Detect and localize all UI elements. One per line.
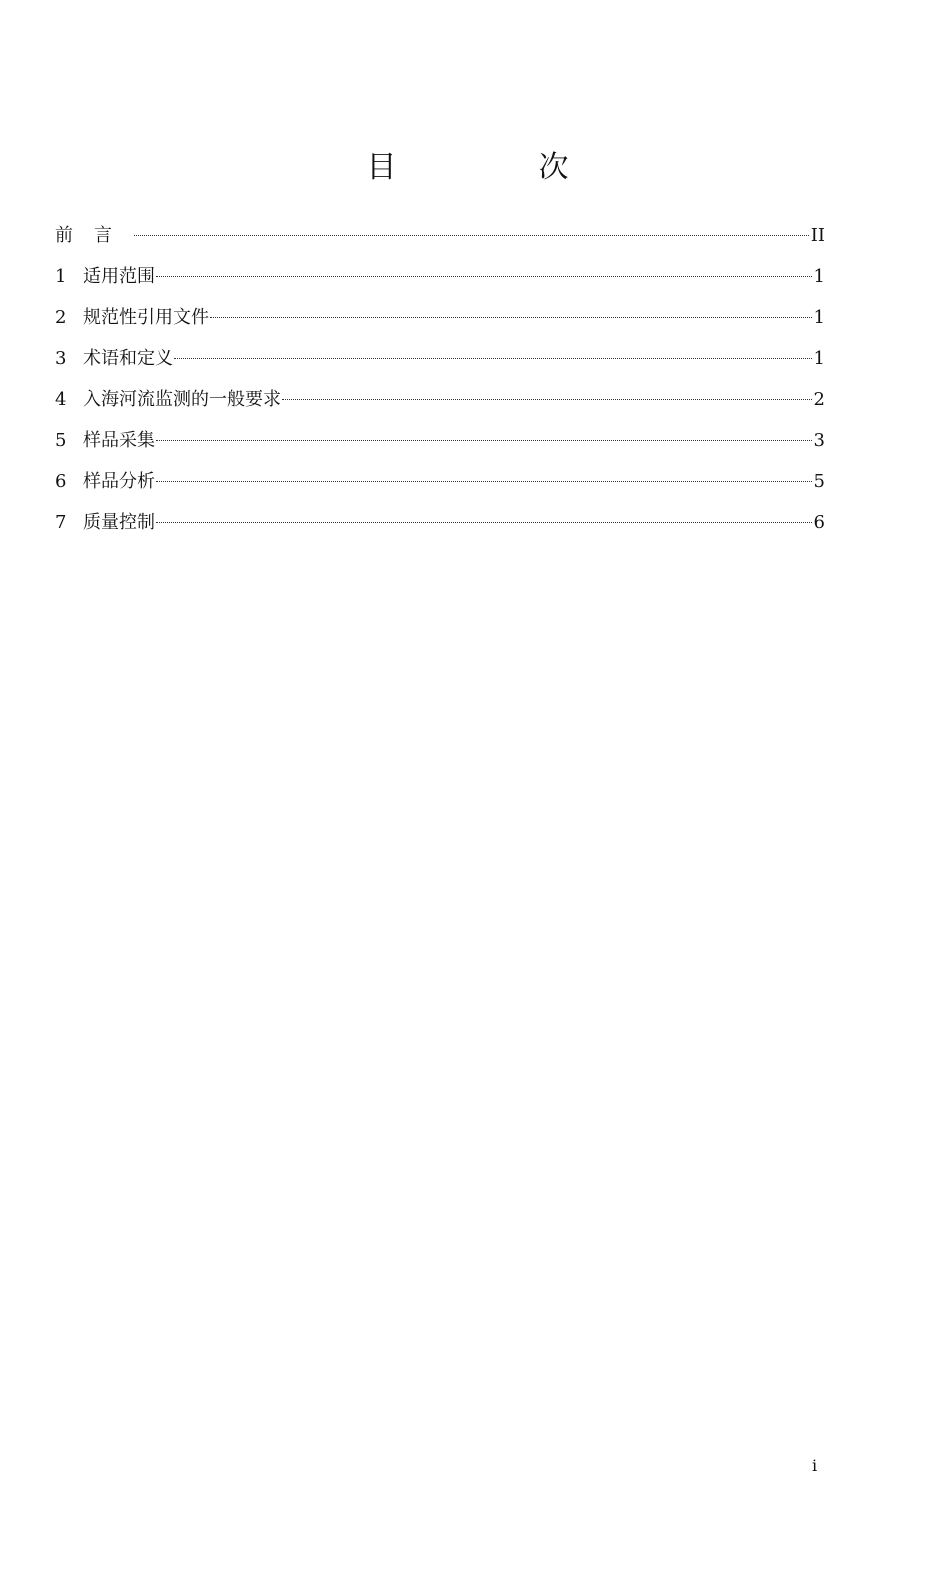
toc-dot-leader: [156, 522, 812, 523]
toc-entry-4[interactable]: [55, 386, 825, 427]
toc-entry-page: 5: [813, 471, 825, 492]
toc-entry-number: 3: [55, 348, 67, 369]
toc-entry-label: 样品采集: [83, 430, 155, 451]
toc-entry-1[interactable]: [55, 263, 825, 304]
toc-entry-label: 前言: [55, 225, 133, 246]
toc-entry-page: 3: [813, 430, 825, 451]
toc-entry-label: 术语和定义: [83, 348, 173, 369]
toc-dot-leader: [174, 358, 812, 359]
toc-dot-leader: [282, 399, 812, 400]
toc-entry-page: 1: [813, 266, 825, 287]
toc-entry-page: 1: [813, 348, 825, 369]
toc-entry-label: 适用范围: [83, 266, 155, 287]
toc-entry-number: 4: [55, 389, 67, 410]
toc-dot-leader: [156, 481, 812, 482]
toc-entry-2[interactable]: [55, 304, 825, 345]
toc-entry-preface[interactable]: [55, 222, 825, 263]
toc-entry-number: 1: [55, 266, 67, 287]
toc-entry-7[interactable]: [55, 509, 825, 550]
toc-title: 目 次: [366, 150, 625, 185]
toc-entry-number: 7: [55, 512, 67, 533]
toc-entry-label: 规范性引用文件: [83, 307, 209, 328]
toc-entry-number: 5: [55, 430, 67, 451]
toc-entry-page: 1: [813, 307, 825, 328]
toc-entry-label: 样品分析: [83, 471, 155, 492]
toc-dot-leader: [156, 440, 812, 441]
toc-entry-page: II: [810, 225, 825, 246]
toc-list: [55, 222, 825, 550]
toc-dot-leader: [156, 276, 812, 277]
toc-entry-label: 入海河流监测的一般要求: [83, 389, 281, 410]
toc-entry-5[interactable]: [55, 427, 825, 468]
toc-entry-page: 6: [813, 512, 825, 533]
toc-entry-label: 质量控制: [83, 512, 155, 533]
toc-entry-page: 2: [813, 389, 825, 410]
page-number: i: [812, 1456, 818, 1475]
toc-entry-number: 2: [55, 307, 67, 328]
toc-dot-leader: [134, 235, 809, 236]
toc-dot-leader: [210, 317, 812, 318]
toc-entry-number: 6: [55, 471, 67, 492]
toc-entry-3[interactable]: [55, 345, 825, 386]
toc-entry-6[interactable]: [55, 468, 825, 509]
